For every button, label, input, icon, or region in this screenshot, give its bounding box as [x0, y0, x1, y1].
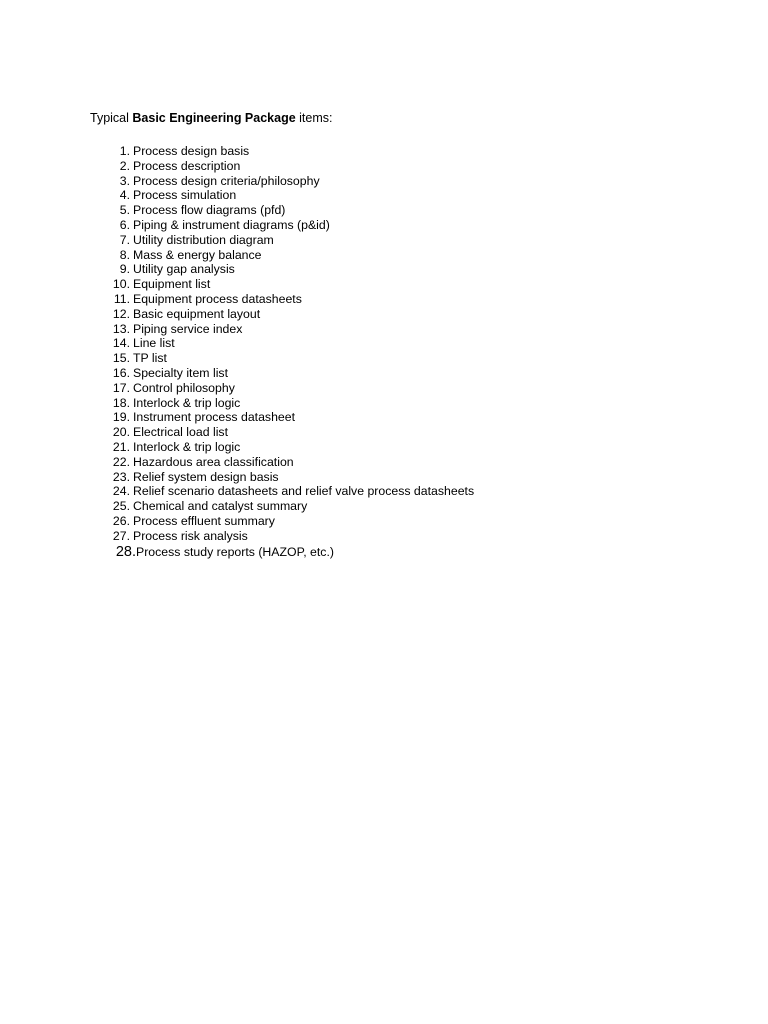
- heading-suffix: items:: [295, 111, 333, 125]
- list-item: [90, 470, 474, 485]
- item-text: Process design basis: [133, 144, 250, 158]
- list-item: [90, 203, 474, 218]
- item-text: Process design criteria/philosophy: [133, 173, 320, 188]
- item-number: 27.: [112, 528, 130, 543]
- document-heading: [90, 110, 332, 126]
- item-number: 12.: [112, 306, 130, 321]
- item-number: 4.: [119, 188, 130, 203]
- item-number: 20.: [112, 425, 130, 440]
- list-item: [90, 514, 474, 529]
- item-number: 13.: [112, 321, 130, 336]
- list-item: [90, 440, 474, 455]
- list-item: [90, 351, 474, 366]
- item-text: Process simulation: [133, 188, 237, 203]
- list-item: [90, 307, 474, 322]
- item-text: Equipment list: [133, 277, 211, 292]
- item-number: 22.: [112, 454, 130, 469]
- list-item: [90, 484, 474, 499]
- item-text: Utility gap analysis: [133, 262, 235, 277]
- item-text: Interlock & trip logic: [133, 439, 241, 454]
- item-number: 2.: [119, 158, 130, 173]
- list-item: [90, 529, 474, 544]
- list-item: [90, 499, 474, 514]
- list-item: [90, 174, 474, 189]
- item-text: Basic equipment layout: [133, 306, 261, 321]
- list-item: [90, 455, 474, 470]
- item-number: 24.: [112, 484, 130, 499]
- list-item: [90, 292, 474, 307]
- item-number: 14.: [112, 336, 130, 351]
- list-item: [90, 188, 474, 203]
- list-item: [90, 322, 474, 337]
- item-text: Process risk analysis: [133, 528, 248, 543]
- item-text: Process study reports (HAZOP, etc.): [136, 544, 334, 559]
- item-text: TP list: [133, 351, 167, 366]
- item-text: Instrument process datasheet: [133, 410, 295, 425]
- list-item: [90, 233, 474, 248]
- list-item: [90, 262, 474, 277]
- item-number: 11.: [113, 291, 130, 306]
- item-text: Chemical and catalyst summary: [133, 499, 308, 514]
- list-item: [90, 336, 474, 351]
- item-text: Process effluent summary: [133, 513, 275, 528]
- list-item: [90, 366, 474, 381]
- list-item: [90, 144, 474, 159]
- heading-bold-title: Basic Engineering Package: [132, 111, 296, 125]
- item-number: 21.: [112, 439, 130, 454]
- item-text: Process description: [133, 158, 241, 173]
- item-text: Relief scenario datasheets and relief valve process datasheets: [133, 484, 475, 499]
- item-text: Mass & energy balance: [133, 247, 262, 262]
- item-text: Piping service index: [133, 321, 243, 336]
- item-number: 23.: [112, 469, 130, 484]
- item-number: 1.: [119, 144, 130, 158]
- item-number: 16.: [112, 365, 130, 380]
- package-items-list: [90, 144, 474, 559]
- list-item: [90, 396, 474, 411]
- item-text: Relief system design basis: [133, 469, 279, 484]
- item-number: 15.: [112, 351, 130, 366]
- list-item: [90, 248, 474, 263]
- item-number: 3.: [119, 173, 130, 188]
- list-item: [90, 159, 474, 174]
- item-number: 28.: [115, 543, 136, 560]
- item-text: Specialty item list: [133, 365, 228, 380]
- item-number: 9.: [119, 262, 130, 277]
- item-number: 8.: [119, 247, 130, 262]
- item-number: 19.: [112, 410, 130, 425]
- item-number: 26.: [112, 513, 130, 528]
- list-item: [90, 381, 474, 396]
- item-text: Hazardous area classification: [133, 454, 294, 469]
- item-number: 10.: [112, 277, 130, 292]
- item-text: Process flow diagrams (pfd): [133, 203, 286, 218]
- list-item: [90, 218, 474, 233]
- item-text: Line list: [133, 336, 175, 351]
- item-number: 18.: [112, 395, 130, 410]
- item-text: Equipment process datasheets: [133, 291, 302, 306]
- item-number: 5.: [119, 203, 130, 218]
- item-text: Control philosophy: [133, 380, 235, 395]
- item-text: Utility distribution diagram: [133, 232, 274, 247]
- heading-prefix: Typical: [90, 111, 133, 125]
- item-number: 6.: [119, 217, 130, 232]
- list-item: [90, 277, 474, 292]
- list-item: [90, 545, 474, 560]
- list-item: [90, 425, 474, 440]
- list-item: [90, 410, 474, 425]
- item-number: 17.: [112, 380, 130, 395]
- item-number: 7.: [119, 232, 130, 247]
- item-text: Electrical load list: [133, 425, 228, 440]
- item-number: 25.: [112, 499, 130, 514]
- item-text: Piping & instrument diagrams (p&id): [133, 217, 330, 232]
- item-text: Interlock & trip logic: [133, 395, 241, 410]
